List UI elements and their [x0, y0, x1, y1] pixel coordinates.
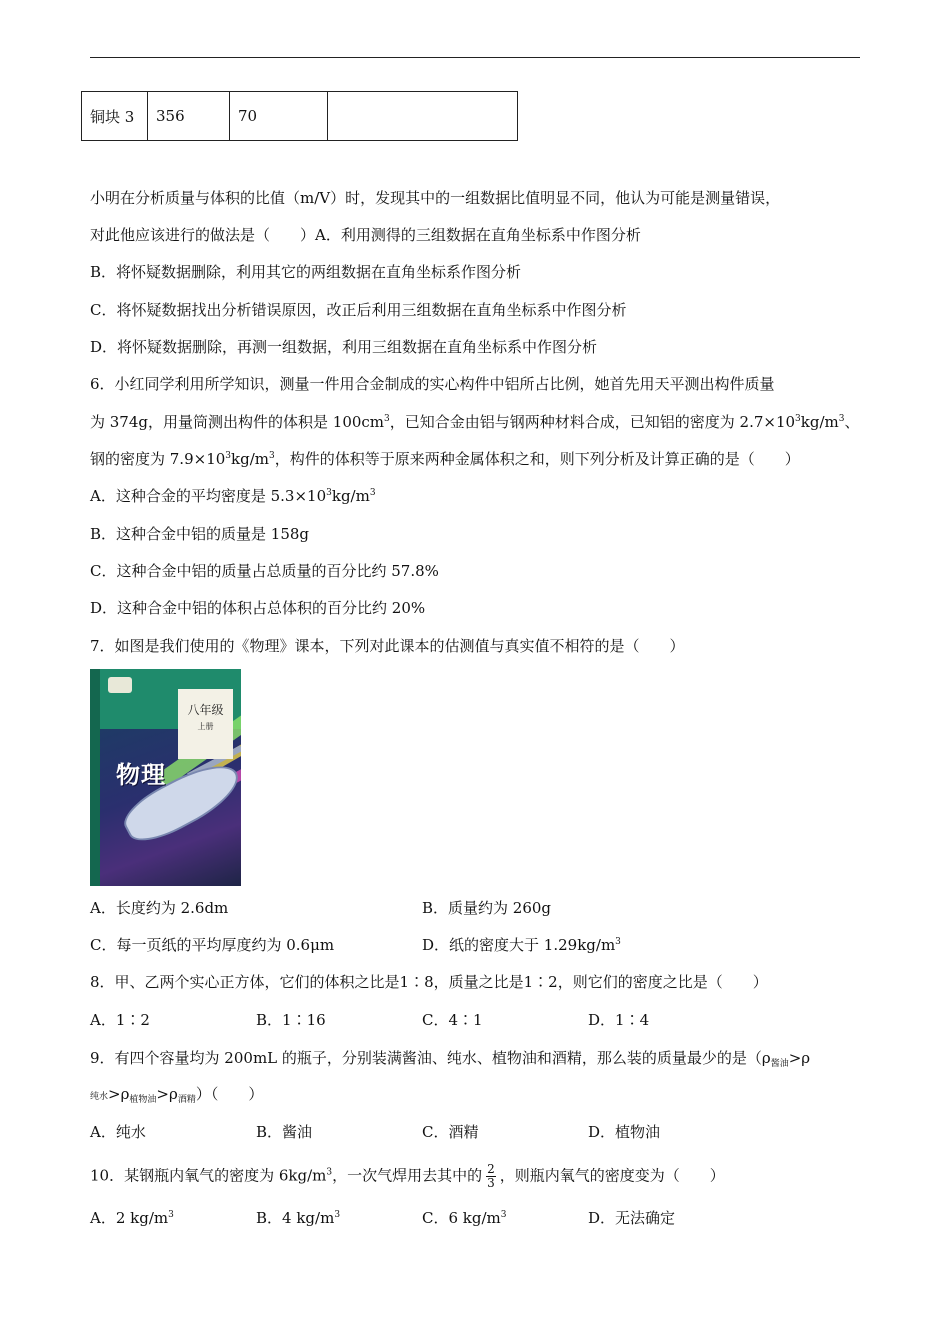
- q7-option-d: D．纸的密度大于 $1.29kg/m^3$: [422, 936, 621, 954]
- table-cell: [328, 92, 518, 141]
- table-cell: 356: [148, 92, 230, 141]
- q6-line3: 钢的密度为 $7.9\times 10^3kg/m^3$，构件的体积等于原来两种金属体积之和，则下列分析及计算正确的是（ ）: [90, 450, 800, 468]
- q9-line2: 纯水$>\rho_{植物油}>\rho_{酒精}$）（ ）: [90, 1085, 264, 1105]
- q8-option-c: C．4∶1: [422, 1011, 483, 1029]
- q9-option-b: B．酱油: [256, 1123, 313, 1141]
- table-cell: 70: [230, 92, 328, 141]
- q10-option-d: D．无法确定: [588, 1209, 676, 1227]
- q10-stem: 10．某钢瓶内氧气的密度为 $6kg/m^3$，一次气焊用去其中的 $\frac{2}{3}$ ，则瓶内氧气的密度变为（ ）: [90, 1162, 725, 1190]
- physics-textbook-cover-image: [90, 669, 241, 886]
- data-table: [81, 91, 518, 141]
- q5-line1: 小明在分析质量与体积的比值（m/V）时，发现其中的一组数据比值明显不同，他认为可能是测量错误，: [90, 189, 781, 207]
- q9-line1: 9．有四个容量均为 200mL 的瓶子，分别装满酱油、纯水、植物油和酒精，那么装的质量最少的是（$\rho_{酱油}>\rho$: [90, 1049, 811, 1069]
- q8-option-a: A．1∶2: [90, 1011, 150, 1029]
- book-grade: 八年级: [187, 703, 224, 717]
- q9-option-c: C．酒精: [422, 1123, 479, 1141]
- q5-option-b: B．将怀疑数据删除，利用其它的两组数据在直角坐标系作图分析: [90, 263, 522, 281]
- book-title: 物理: [116, 760, 166, 789]
- q7-option-a: A．长度约为 2.6dm: [90, 899, 229, 917]
- q8-stem: 8．甲、乙两个实心正方体，它们的体积之比是1∶8，质量之比是1∶2，则它们的密度之比是（ ）: [90, 973, 768, 991]
- q8-option-d: D．1∶4: [588, 1011, 650, 1029]
- q10-option-c: C．6 $kg/m^3$: [422, 1209, 507, 1227]
- q5-line2: 对此他应该进行的做法是（ ）A．利用测得的三组数据在直角坐标系中作图分析: [90, 226, 641, 244]
- q6-line1: 6．小红同学利用所学知识，测量一件用合金制成的实心构件中铝所占比例，她首先用天平测出构件质量: [90, 375, 775, 393]
- q7-option-b: B．质量约为 260g: [422, 899, 552, 917]
- q6-option-d: D．这种合金中铝的体积占总体积的百分比约 20%: [90, 599, 426, 617]
- q9-option-a: A．纯水: [90, 1123, 146, 1141]
- q10-option-a: A．2 $kg/m^3$: [90, 1209, 174, 1227]
- table-cell: 铜块 3: [82, 92, 148, 141]
- book-volume: 上册: [197, 722, 214, 731]
- q9-option-d: D．植物油: [588, 1123, 661, 1141]
- q6-line2: 为 374g，用量筒测出构件的体积是 $100cm^3$，已知合金由铝与钢两种材料合成，已知铝的密度为 $2.7\times 10^3kg/m^3$、: [90, 413, 860, 431]
- q6-option-c: C．这种合金中铝的质量占总质量的百分比约 57.8%: [90, 562, 439, 580]
- table-row: [82, 92, 518, 141]
- q5-option-d: D．将怀疑数据删除，再测一组数据，利用三组数据在直角坐标系中作图分析: [90, 338, 598, 356]
- q6-option-b: B．这种合金中铝的质量是 158g: [90, 525, 310, 543]
- q8-option-b: B．1∶16: [256, 1011, 326, 1029]
- q10-option-b: B．4 $kg/m^3$: [256, 1209, 341, 1227]
- q7-stem: 7．如图是我们使用的《物理》课本，下列对此课本的估测值与真实值不相符的是（ ）: [90, 637, 685, 655]
- publisher-logo-icon: [108, 677, 132, 693]
- header-rule: [90, 57, 860, 58]
- q5-option-c: C．将怀疑数据找出分析错误原因，改正后利用三组数据在直角坐标系中作图分析: [90, 301, 627, 319]
- q6-option-a: A．这种合金的平均密度是 $5.3\times 10^3kg/m^3$: [90, 487, 376, 505]
- q7-option-c: C．每一页纸的平均厚度约为 0.6μm: [90, 936, 335, 954]
- fraction-two-thirds: $\frac{2}{3}$: [487, 1162, 495, 1190]
